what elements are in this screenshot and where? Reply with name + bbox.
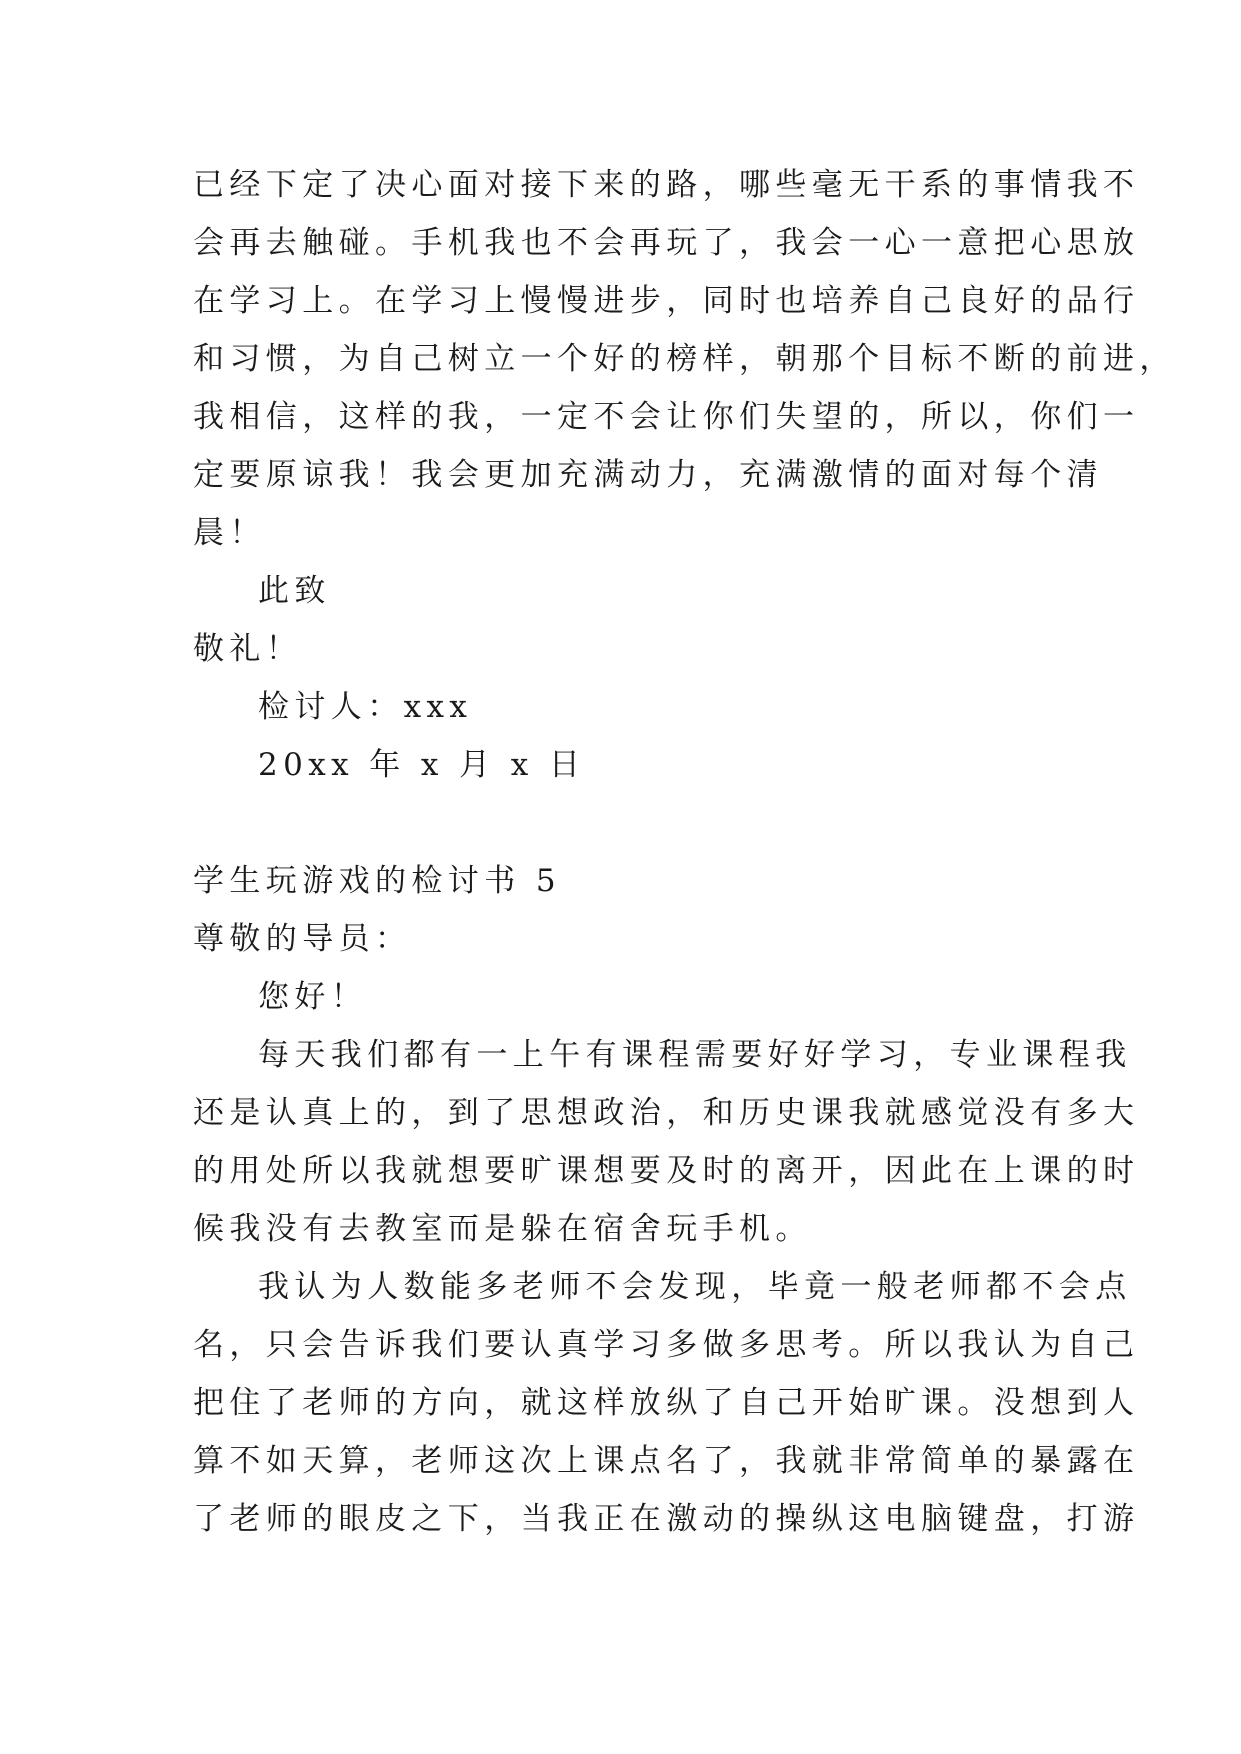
paragraph-line: 晨！ <box>193 515 266 551</box>
paragraph-line: 还是认真上的，到了思想政治，和历史课我就感觉没有多大 <box>193 1095 1140 1131</box>
paragraph-line: 名，只会告诉我们要认真学习多做多思考。所以我认为自己 <box>193 1327 1140 1363</box>
paragraph-line: 的用处所以我就想要旷课想要及时的离开，因此在上课的时 <box>193 1153 1140 1189</box>
paragraph-line: 了老师的眼皮之下，当我正在激动的操纵这电脑键盘，打游 <box>193 1501 1140 1537</box>
paragraph-line: 定要原谅我！我会更加充满动力，充满激情的面对每个清 <box>193 457 1103 493</box>
date-line: 20xx 年 x 月 x 日 <box>258 747 586 783</box>
paragraph-line: 在学习上。在学习上慢慢进步，同时也培养自己良好的品行 <box>193 283 1140 319</box>
salutation: 尊敬的导员： <box>193 921 412 957</box>
closing-jing-li: 敬礼！ <box>193 631 303 667</box>
paragraph-line: 候我没有去教室而是躲在宿舍玩手机。 <box>193 1211 812 1247</box>
signer-line: 检讨人：xxx <box>258 689 473 725</box>
paragraph-line: 每天我们都有一上午有课程需要好好学习，专业课程我 <box>258 1037 1132 1073</box>
greeting: 您好！ <box>258 979 368 1015</box>
paragraph-line: 会再去触碰。手机我也不会再玩了，我会一心一意把心思放 <box>193 225 1140 261</box>
paragraph-line: 我相信，这样的我，一定不会让你们失望的，所以，你们一 <box>193 399 1140 435</box>
paragraph-line: 把住了老师的方向，就这样放纵了自己开始旷课。没想到人 <box>193 1385 1140 1421</box>
section-title: 学生玩游戏的检讨书 5 <box>193 863 561 899</box>
paragraph-line: 和习惯，为自己树立一个好的榜样，朝那个目标不断的前进， <box>193 341 1176 377</box>
paragraph-line: 我认为人数能多老师不会发现，毕竟一般老师都不会点 <box>258 1269 1132 1305</box>
paragraph-line: 算不如天算，老师这次上课点名了，我就非常简单的暴露在 <box>193 1443 1140 1479</box>
closing-ci-zhi: 此致 <box>258 573 331 609</box>
paragraph-line: 已经下定了决心面对接下来的路，哪些毫无干系的事情我不 <box>193 167 1140 203</box>
